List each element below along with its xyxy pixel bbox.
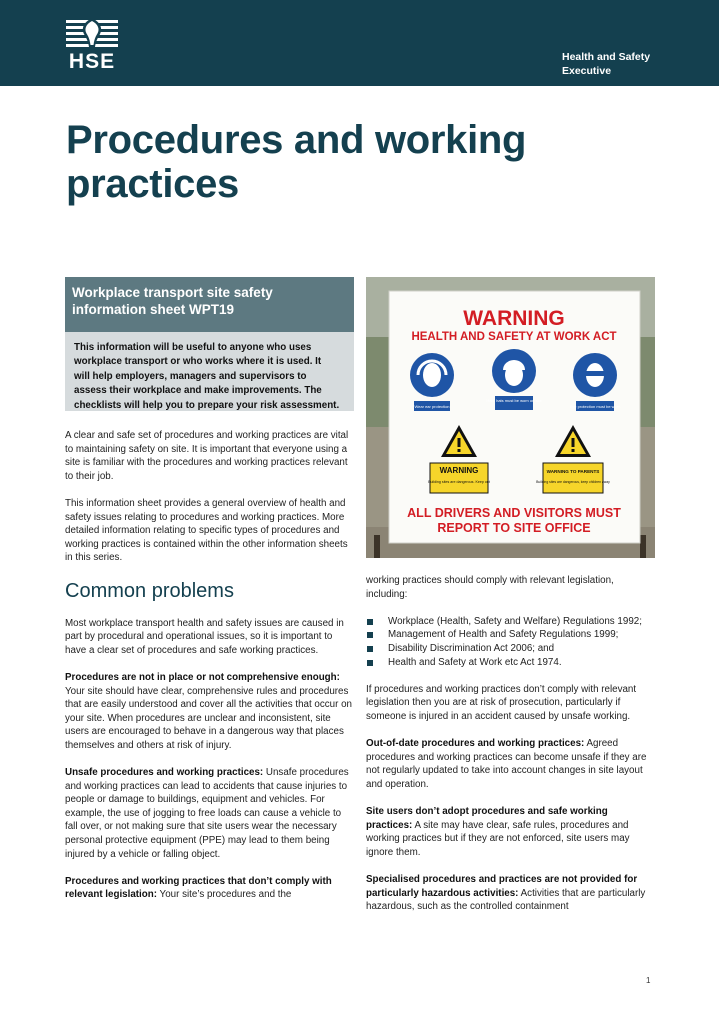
body-paragraph	[65, 766, 353, 861]
paragraph-text: Activities that are particularly hazardous, such as the controlled containment	[366, 887, 646, 913]
body-paragraph	[65, 671, 353, 753]
body-paragraph	[366, 873, 656, 914]
info-box-heading-line-1: Workplace transport site safety	[72, 285, 273, 300]
paragraph-text: Your site’s procedures and the	[157, 889, 292, 901]
legislation-list	[366, 615, 656, 669]
sign-warning-left-head: WARNING	[439, 466, 479, 475]
warning-sign-illustration	[366, 277, 655, 558]
list-item: Management of Health and Safety Regulations 1999;	[366, 628, 656, 642]
eye-protection-icon	[573, 353, 617, 411]
info-box-body	[65, 332, 354, 411]
info-box	[65, 277, 354, 411]
paragraph-lead: Unsafe procedures and working practices:	[65, 767, 264, 779]
hse-logo-text: HSE	[68, 50, 116, 73]
info-box-line: checklists will help you to prepare your risk assessment.	[74, 399, 340, 411]
page-number: 1	[646, 976, 651, 985]
section-heading: Common problems	[65, 579, 234, 602]
info-box-heading-line-2: information sheet WPT19	[72, 302, 235, 317]
organisation-line-2: Executive	[562, 65, 612, 77]
page-title-line-1: Procedures and working	[66, 118, 527, 162]
sign-ppe-label: Eye protection must be worn	[569, 404, 621, 409]
sign-warning-right-body: Building sites are dangerous, keep children away	[536, 480, 610, 484]
body-paragraph: If procedures and working practices don’t comply with relevant legislation then you are at risk of prosecution, particularly if someone is injured in an accident caused by unsafe working.	[366, 683, 637, 722]
info-box-line: will help employers, managers and supervisors to	[74, 370, 307, 382]
paragraph-text: Unsafe procedures and working practices can lead to accidents that cause injuries to people or damage to buildings, equipment and vehicles. For example, the use of jogging to free loads can cause a vehicle to fall over, or not making sure that site users wear the necessary personal protective equipment (PPE) may lead to them being injured by a vehicle or falling object.	[65, 767, 349, 860]
body-paragraph	[366, 737, 656, 791]
list-item: Disability Discrimination Act 2006; and	[366, 642, 656, 656]
page-title-line-2: practices	[66, 162, 239, 206]
list-item: Health and Safety at Work etc Act 1974.	[366, 656, 656, 670]
paragraph-lead: Procedures are not in place or not comprehensive enough:	[65, 671, 340, 683]
paragraph-text: Agreed procedures and working practices can become unsafe if they are not regularly updated to take into account changes in site layout and operation.	[366, 738, 647, 790]
sign-ppe-label: Hard hats must be worn on site	[486, 398, 542, 403]
sign-ppe-label: Wear ear protection	[414, 404, 450, 409]
info-box-line: assess their workplace and make improvements. The	[74, 385, 322, 397]
right-column	[366, 574, 656, 927]
sign-warning-left-body: Building sites are dangerous. Keep out	[428, 480, 490, 484]
body-paragraph: Most workplace transport health and safety issues are caused in part by procedural and operational issues, so it is important to have a clear set of procedures and safe working practices.	[65, 617, 344, 656]
list-item: Workplace (Health, Safety and Welfare) Regulations 1992;	[366, 615, 656, 629]
paragraph-lead: Site users don’t adopt procedures and safe working practices:	[366, 806, 608, 831]
left-column	[65, 429, 353, 916]
ear-protection-icon	[410, 353, 454, 411]
intro-paragraph: This information sheet provides a general overview of health and safety issues relating to procedures and working practices. More detailed information relating to specific types of procedures and working practices is contained within the other information sheets in this series.	[65, 497, 348, 564]
sign-warning-right-head: WARNING TO PARENTS	[546, 469, 600, 474]
paragraph-text: Your site should have clear, comprehensive rules and procedures that are easily understood and cover all the activities that occur on your site. When procedures are unclear and inconsistent, site users are encouraged to behave in a dangerous way that places themselves and others at risk of injury.	[65, 685, 352, 751]
sign-subtitle: HEALTH AND SAFETY AT WORK ACT	[411, 331, 617, 343]
sign-title: WARNING	[463, 307, 565, 330]
hse-logo	[64, 16, 120, 72]
paragraph-lead: Procedures and working practices that don’t comply with relevant legislation:	[65, 875, 332, 901]
paragraph-lead: Out-of-date procedures and working practices:	[366, 738, 585, 750]
body-paragraph	[65, 875, 353, 902]
sign-footer-line-2: REPORT TO SITE OFFICE	[437, 521, 591, 535]
page-header	[0, 0, 719, 86]
hse-emblem-icon	[64, 16, 120, 50]
body-paragraph	[366, 805, 656, 859]
body-paragraph: working practices should comply with relevant legislation, including:	[366, 575, 614, 600]
paragraph-text: A site may have clear, safe rules, procedures and working practices but if they are not enforced, site users may ignore them.	[366, 819, 630, 858]
warning-sign-photo	[366, 277, 655, 558]
info-box-heading	[65, 277, 354, 332]
sign-footer-line-1: ALL DRIVERS AND VISITORS MUST	[407, 506, 621, 520]
organisation-name	[562, 50, 650, 78]
organisation-line-1: Health and Safety	[562, 51, 651, 63]
info-box-line: workplace transport or who works where it is used. It	[74, 356, 322, 368]
intro-paragraph: A clear and safe set of procedures and working practices are vital to maintaining safety on site. It is important that everyone using a site is familiar with the procedures and working practices relevant to their job.	[65, 430, 349, 482]
info-box-line: This information will be useful to anyone who uses	[74, 342, 312, 353]
page-title	[66, 118, 626, 206]
paragraph-lead: Specialised procedures and practices are not provided for particularly hazardous activities:	[366, 874, 638, 899]
